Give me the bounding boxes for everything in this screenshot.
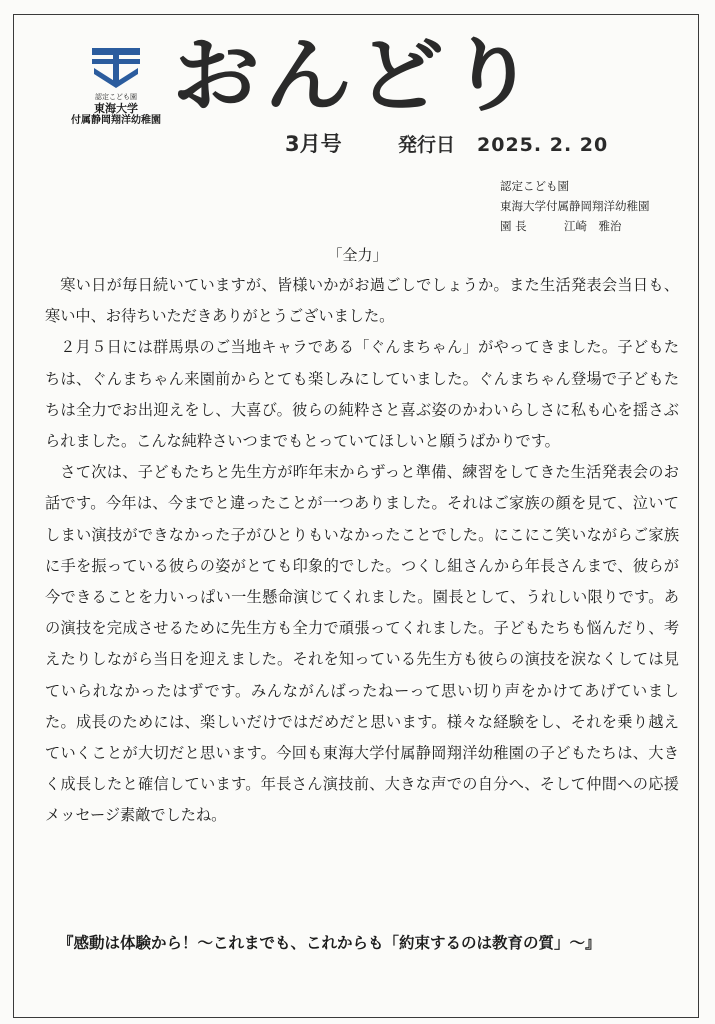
- article-paragraph: ２月５日には群馬県のご当地キャラである「ぐんまちゃん」がやってきました。子どもたちは、ぐんまちゃん来園前からとても楽しみにしていました。ぐんまちゃん登場で子どもたちは全力でお出迎えをし、大喜び。彼らの純粋さと喜ぶ姿のかわいらしさに私も心を揺さぶられました。こんな純粋さいつまでもとっていてほしいと願うばかりです。: [45, 338, 680, 451]
- article-body: [45, 270, 679, 832]
- school-logo: [66, 46, 166, 127]
- sender-line-1: 認定こども園: [500, 179, 569, 193]
- sender-principal: [500, 216, 650, 236]
- closing-motto: 『感動は体験から！～これまでも、これからも「約束するのは教育の質」～』: [58, 933, 601, 952]
- logo-cert-label: 認定こども園: [95, 93, 137, 101]
- tokai-emblem-icon: [90, 46, 142, 90]
- article-paragraph: 寒い日が毎日続いていますが、皆様いかがお過ごしでしょうか。また生活発表会当日も、寒い中、お待ちいただきありがとうございました。: [45, 276, 679, 326]
- logo-kindergarten-name: 付属静岡翔洋幼稚園: [71, 115, 161, 126]
- logo-university-name: 東海大学: [94, 102, 138, 115]
- article-paragraph: さて次は、子どもたちと先生方が昨年末からずっと準備、練習をしてきた生活発表会のお話です。今年は、今までと違ったことが一つありました。それはご家族の顔を見て、泣いてしまい演技ができなかった子がひとりもいなかったことでした。にこにこ笑いながらご家族に手を振っている彼らの姿がとても印象的でした。つくし組さんから年長さんまで、彼らが今できることを力いっぱい一生懸命演じてくれました。園長として、うれしい限りです。あの演技を完成させるために先生方も全力で頑張ってくれました。子どもたちも悩んだり、考えたりしながら当日を迎えました。それを知っている先生方も彼らの演技を涙なくしては見ていられなかったはずです。みんながんばったねーって思い切り声をかけてあげていました。成長のためには、楽しいだけではだめだと思います。様々な経験をし、それを乗り越えていくことが大切だと思います。今回も東海大学付属静岡翔洋幼稚園の子どもたちは、大きく成長したと確信しています。年長さん演技前、大きな声での自分へ、そして仲間への応援メッセージ素敵でしたね。: [45, 463, 679, 825]
- newsletter-title: おんどり: [172, 28, 541, 123]
- article-heading: 「全力」: [327, 246, 388, 264]
- publication-date-label: 発行日: [398, 134, 456, 156]
- sender-block: [500, 176, 650, 236]
- publication-date: [398, 130, 608, 157]
- principal-name: 江崎 雅治: [564, 219, 622, 233]
- issue-label: 3月号: [285, 132, 342, 156]
- principal-role: 園 長: [500, 219, 527, 233]
- publication-date-value: 2025. 2. 20: [477, 134, 609, 156]
- sender-line-2: 東海大学付属静岡翔洋幼稚園: [500, 199, 650, 213]
